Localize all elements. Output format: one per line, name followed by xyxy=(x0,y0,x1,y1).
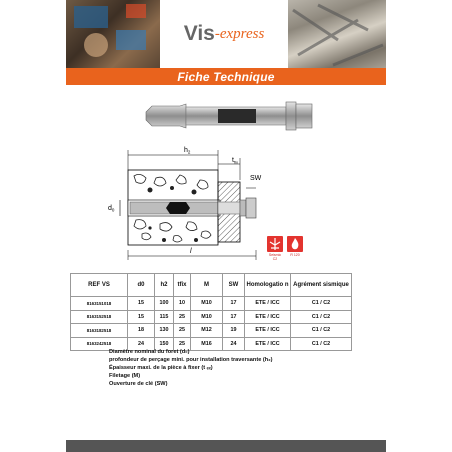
footer-bar xyxy=(66,440,386,452)
section-title-bar xyxy=(66,68,386,85)
table-header-row xyxy=(71,274,352,297)
cell-ref: 8163152518 xyxy=(71,310,128,324)
tools-photo xyxy=(66,0,160,68)
installation-diagram xyxy=(100,140,270,265)
brand-logo xyxy=(160,0,288,68)
cell-sw: 19 xyxy=(223,324,245,338)
brand-name: Vis xyxy=(183,22,215,45)
cell-homologation: ETE / ICC xyxy=(245,310,291,324)
cell-tfix: 25 xyxy=(174,310,191,324)
cell-m: M10 xyxy=(191,297,223,311)
cell-d0: 15 xyxy=(128,310,155,324)
seismic-icon xyxy=(267,236,283,261)
cell-d0: 24 xyxy=(128,337,155,351)
col-ref: REF VS xyxy=(71,274,128,297)
note-tfix: Épaisseur maxi. de la pièce à fixer (t ₑₓ) xyxy=(109,365,213,371)
table-row xyxy=(71,324,352,338)
cell-sw: 17 xyxy=(223,297,245,311)
sw-label: SW xyxy=(250,175,262,182)
cell-sw: 24 xyxy=(223,337,245,351)
screws-photo xyxy=(288,0,386,68)
seismic-caption: Seismic C2 xyxy=(268,253,282,261)
table-row xyxy=(71,297,352,311)
cell-m: M12 xyxy=(191,324,223,338)
note-sw: Ouverture de clé (SW) xyxy=(109,381,168,387)
cell-ref: 8163182518 xyxy=(71,324,128,338)
cell-h2: 130 xyxy=(155,324,174,338)
h2-label: $h_2$ xyxy=(184,147,191,155)
cell-seismic: C1 / C2 xyxy=(291,324,352,338)
cell-tfix: 10 xyxy=(174,297,191,311)
cell-seismic: C1 / C2 xyxy=(291,297,352,311)
cell-d0: 18 xyxy=(128,324,155,338)
fire-caption: R 120 xyxy=(290,253,300,257)
cell-tfix: 25 xyxy=(174,324,191,338)
certification-icons xyxy=(267,236,303,261)
cell-homologation: ETE / ICC xyxy=(245,337,291,351)
note-h2: profondeur de perçage mini. pour installation traversante (h₂) xyxy=(109,357,273,363)
tools-photo-art xyxy=(66,0,160,68)
cell-seismic: C1 / C2 xyxy=(291,337,352,351)
section-title: Fiche Technique xyxy=(177,69,275,84)
cell-seismic: C1 / C2 xyxy=(291,310,352,324)
header-banner xyxy=(66,0,386,68)
note-d0: Diamètre nominal du foret (d₀) xyxy=(109,349,190,355)
anchor-product-image xyxy=(140,96,320,136)
note-thread: Filetage (M) xyxy=(109,373,141,379)
col-d0: d0 xyxy=(128,274,155,297)
fire-resistance-icon xyxy=(287,236,303,257)
screws-photo-art xyxy=(288,0,386,68)
cell-tfix: 25 xyxy=(174,337,191,351)
cell-homologation: ETE / ICC xyxy=(245,324,291,338)
col-homologation: Homologatio n xyxy=(245,274,291,297)
col-seismic: Agrément sismique xyxy=(291,274,352,297)
legend-notes xyxy=(109,348,273,388)
cell-m: M16 xyxy=(191,337,223,351)
col-m: M xyxy=(191,274,223,297)
l-label: l xyxy=(190,248,192,255)
cell-d0: 15 xyxy=(128,297,155,311)
cell-sw: 17 xyxy=(223,310,245,324)
cell-h2: 115 xyxy=(155,310,174,324)
d0-label: $d_0$ xyxy=(108,205,115,213)
cell-ref: 8163242518 xyxy=(71,337,128,351)
col-tfix: tfix xyxy=(174,274,191,297)
cell-h2: 150 xyxy=(155,337,174,351)
cell-m: M10 xyxy=(191,310,223,324)
specification-table xyxy=(70,273,352,351)
col-h2: h2 xyxy=(155,274,174,297)
cell-homologation: ETE / ICC xyxy=(245,297,291,311)
tfix-label: $t_{fix}$ xyxy=(232,157,238,165)
cell-ref: 8163151018 xyxy=(71,297,128,311)
cell-h2: 100 xyxy=(155,297,174,311)
brand-suffix: -express xyxy=(214,25,265,42)
table-row xyxy=(71,310,352,324)
col-sw: SW xyxy=(223,274,245,297)
